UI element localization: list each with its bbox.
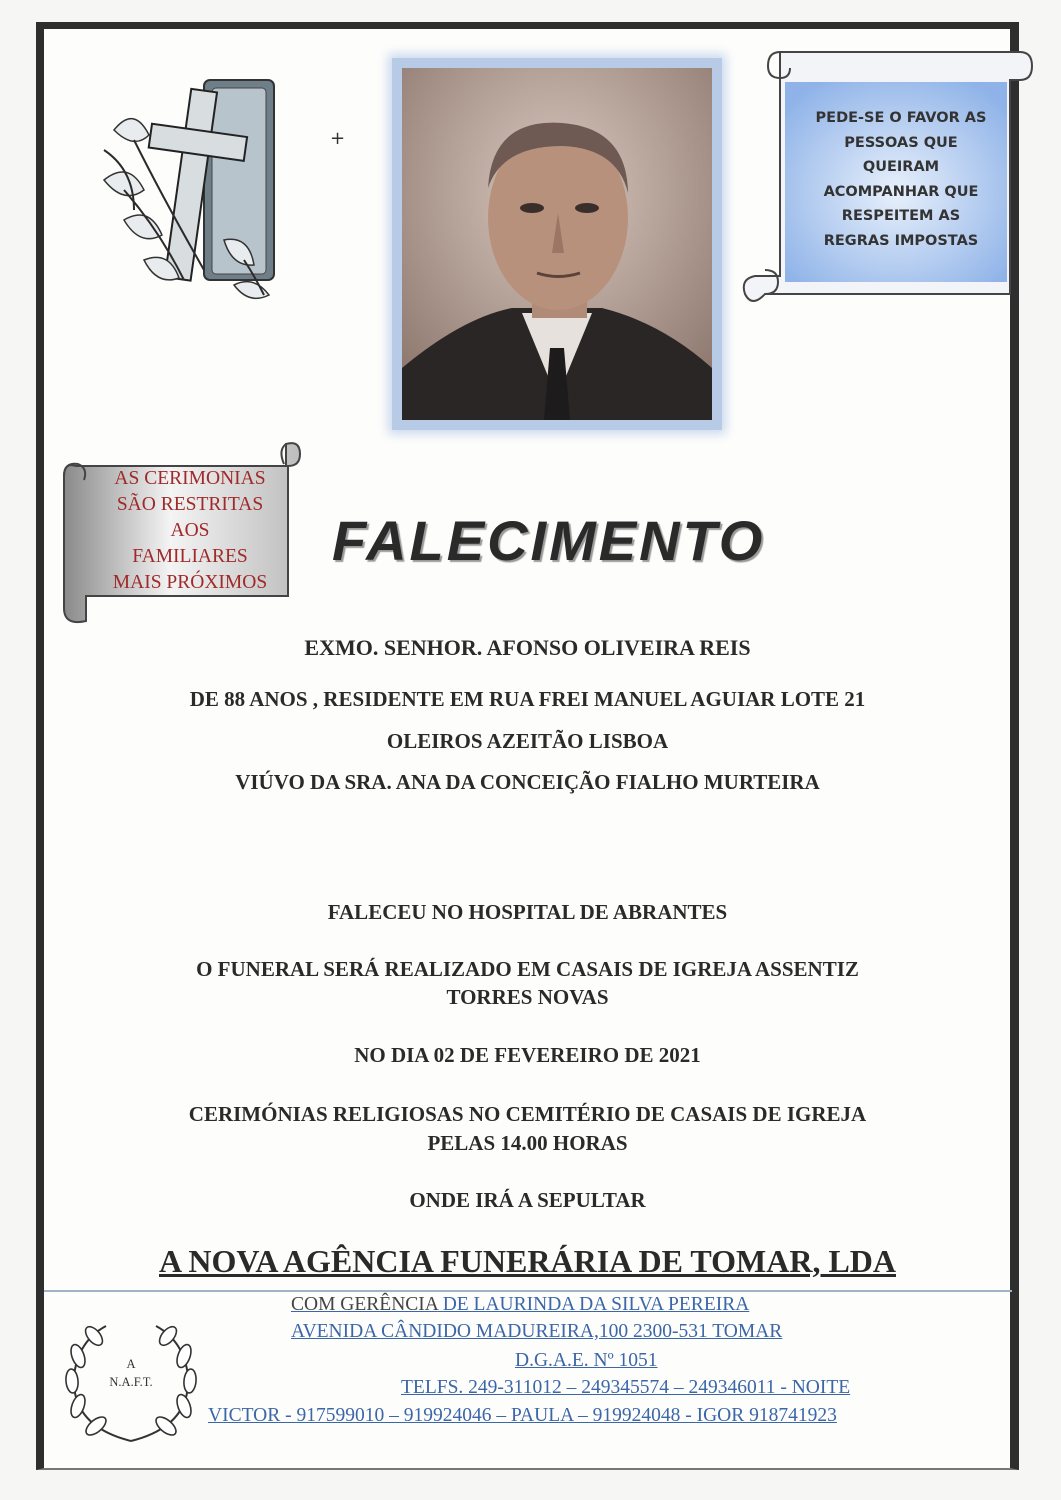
separator <box>44 1290 1012 1292</box>
scroll-right-line: REGRAS IMPOSTAS <box>823 232 979 249</box>
dgae-line: D.G.A.E. Nº 1051 <box>515 1350 658 1371</box>
night-contacts-line: VICTOR - 917599010 – 919924046 – PAULA – 919924048 - IGOR 918741923 <box>208 1405 837 1426</box>
right-scroll-text <box>790 106 1012 253</box>
management-name: DE LAURINDA DA SILVA PEREIRA <box>437 1294 750 1315</box>
funeral-line-2: TORRES NOVAS <box>446 985 609 1009</box>
scroll-right-line: PESSOAS QUE <box>844 134 958 151</box>
place-line: OLEIROS AZEITÃO LISBOA <box>386 729 669 753</box>
agency-logo-text <box>86 1355 176 1391</box>
logo-line: A <box>126 1357 136 1371</box>
widow-line: VIÚVO DA SRA. ANA DA CONCEIÇÃO FIALHO MURTEIRA <box>235 770 820 794</box>
age-address-line: DE 88 ANOS , RESIDENTE EM RUA FREI MANUEL AGUIAR LOTE 21 <box>189 687 866 711</box>
portrait-photo <box>392 58 722 430</box>
scroll-right-line: PEDE-SE O FAVOR AS <box>815 110 987 126</box>
scroll-left-line: MAIS PRÓXIMOS <box>112 572 268 593</box>
ceremony-line-1: CERIMÓNIAS RELIGIOSAS NO CEMITÉRIO DE CASAIS DE IGREJA <box>188 1102 867 1126</box>
ceremony-line-2: PELAS 14.00 HORAS <box>427 1131 628 1155</box>
address-line: AVENIDA CÂNDIDO MADUREIRA,100 2300-531 TOMAR <box>291 1321 783 1342</box>
funeral-line-1: O FUNERAL SERÁ REALIZADO EM CASAIS DE IGREJA ASSENTIZ <box>196 957 859 981</box>
left-scroll-text <box>90 466 290 596</box>
cross-lilies-icon <box>84 70 294 305</box>
scroll-right-line: ACOMPANHAR QUE <box>823 183 979 200</box>
portrait-icon <box>402 68 712 420</box>
management-prefix: COM GERÊNCIA <box>291 1294 438 1315</box>
scroll-left-line: AOS <box>170 520 210 541</box>
management-line <box>291 1294 749 1316</box>
agency-name: A NOVA AGÊNCIA FUNERÁRIA DE TOMAR, LDA <box>158 1243 896 1279</box>
scroll-left-line: SÃO RESTRITAS <box>116 494 264 515</box>
died-line: FALECEU NO HOSPITAL DE ABRANTES <box>327 900 728 924</box>
burial-line: ONDE IRÁ A SEPULTAR <box>409 1188 646 1212</box>
scroll-right-line: QUEIRAM <box>862 159 940 175</box>
date-line: NO DIA 02 DE FEVEREIRO DE 2021 <box>354 1043 701 1067</box>
logo-line: N.A.F.T. <box>109 1375 153 1389</box>
scroll-left-line: FAMILIARES <box>132 546 248 567</box>
plus-mark: + <box>330 128 346 149</box>
notice-title: FALECIMENTO <box>332 509 766 572</box>
scroll-left-line: AS CERIMONIAS <box>114 468 266 489</box>
scroll-right-line: RESPEITEM AS <box>841 208 961 224</box>
name-line: EXMO. SENHOR. AFONSO OLIVEIRA REIS <box>304 635 751 660</box>
phones-line: TELFS. 249-311012 – 249345574 – 249346011 - NOITE <box>401 1377 851 1398</box>
